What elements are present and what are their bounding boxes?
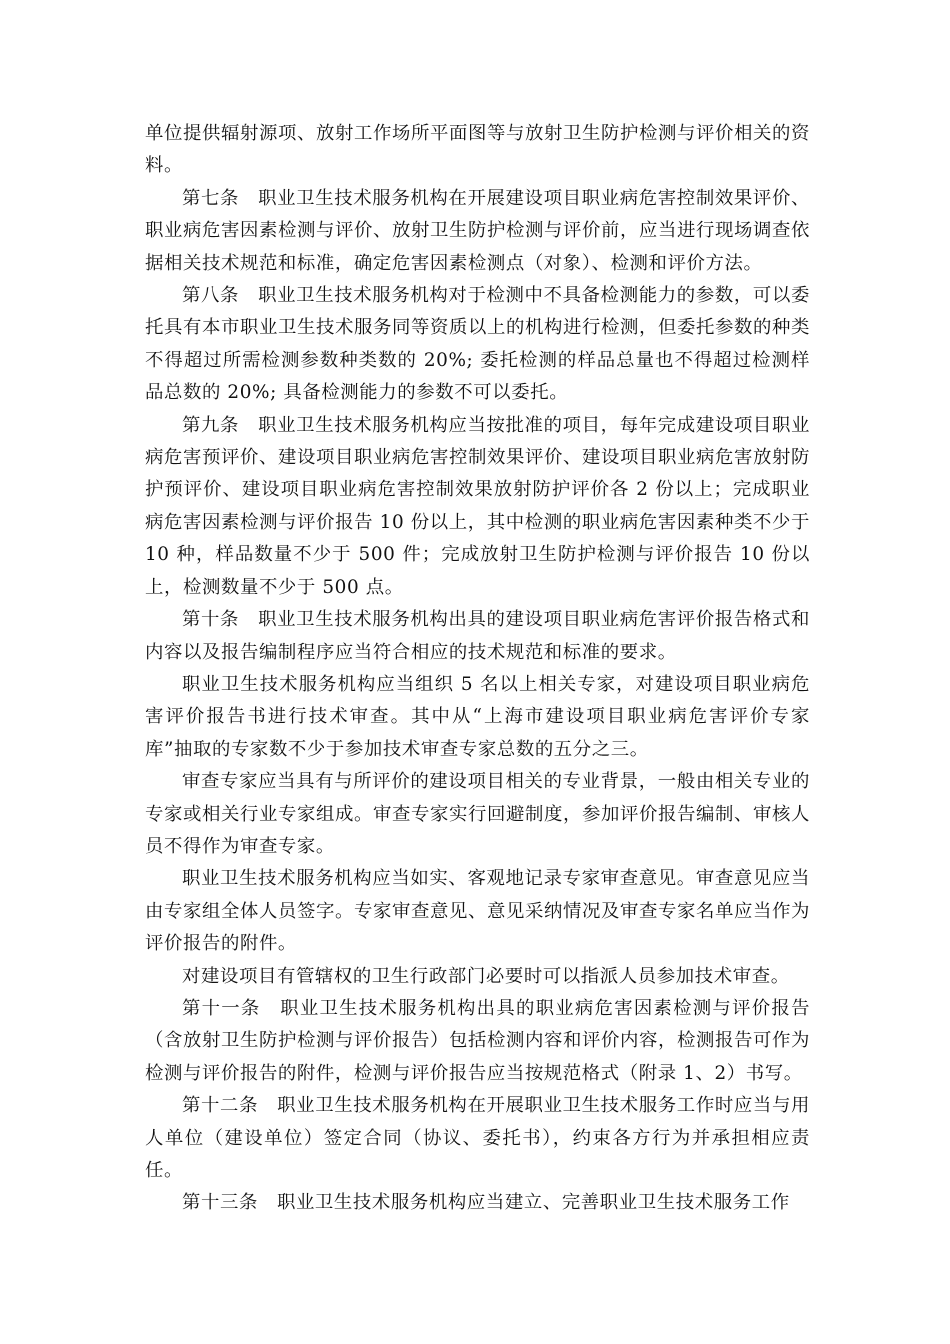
paragraph-reviewer-qualification: 审查专家应当具有与所评价的建设项目相关的专业背景，一般由相关专业的专家或相关行业专家组成。审查专家实行回避制度，参加评价报告编制、审核人员不得作为审查专家。 (145, 771, 810, 857)
paragraph-expert-review: 职业卫生技术服务机构应当组织 5 名以上相关专家，对建设项目职业病危害评价报告书进行技术审查。其中从“上海市建设项目职业病危害评价专家库”抽取的专家数不少于参加技术审查专家总数的五分之三。 (145, 673, 810, 760)
paragraph-admin-participation: 对建设项目有管辖权的卫生行政部门必要时可以指派人员参加技术审查。 (182, 965, 790, 987)
paragraph-article-13: 第十三条 职业卫生技术服务机构应当建立、完善职业卫生技术服务工作 (182, 1192, 790, 1214)
regulation-text (145, 118, 817, 1220)
paragraph-continued: 单位提供辐射源项、放射工作场所平面图等与放射卫生防护检测与评价相关的资料。 (145, 123, 810, 177)
paragraph-article-10: 第十条 职业卫生技术服务机构出具的建设项目职业病危害评价报告格式和内容以及报告编制程序应当符合相应的技术规范和标准的要求。 (145, 609, 810, 663)
paragraph-article-9: 第九条 职业卫生技术服务机构应当按批准的项目，每年完成建设项目职业病危害预评价、建设项目职业病危害控制效果评价、建设项目职业病危害放射防护预评价、建设项目职业病危害控制效果放射防护评价各 2 份以上；完成职业病危害因素检测与评价报告 10 份以上，其中检测的职业病危害因素种类不少于 10 种，样品数量不少于 500 件；完成放射卫生防护检测与评价报告 10 份以上，检测数量不少于 500 点。 (145, 414, 817, 598)
paragraph-article-11: 第十一条 职业卫生技术服务机构出具的职业病危害因素检测与评价报告（含放射卫生防护检测与评价报告）包括检测内容和评价内容，检测报告可作为检测与评价报告的附件，检测与评价报告应当按规范格式（附录 1、2）书写。 (145, 997, 810, 1084)
paragraph-article-7: 第七条 职业卫生技术服务机构在开展建设项目职业病危害控制效果评价、职业病危害因素检测与评价、放射卫生防护检测与评价前，应当进行现场调查依据相关技术规范和标准，确定危害因素检测点（对象）、检测和评价方法。 (145, 187, 810, 274)
paragraph-article-8: 第八条 职业卫生技术服务机构对于检测中不具备检测能力的参数，可以委托具有本市职业卫生技术服务同等资质以上的机构进行检测，但委托参数的种类不得超过所需检测参数种类数的 20%; 委托检测的样品总量也不得超过检测样品总数的 20%; 具备检测能力的参数不可以委托。 (145, 285, 810, 404)
paragraph-article-12: 第十二条 职业卫生技术服务机构在开展职业卫生技术服务工作时应当与用人单位（建设单位）签定合同（协议、委托书），约束各方行为并承担相应责任。 (145, 1095, 810, 1181)
paragraph-review-record: 职业卫生技术服务机构应当如实、客观地记录专家审查意见。审查意见应当由专家组全体人员签字。专家审查意见、意见采纳情况及审查专家名单应当作为评价报告的附件。 (145, 868, 810, 955)
